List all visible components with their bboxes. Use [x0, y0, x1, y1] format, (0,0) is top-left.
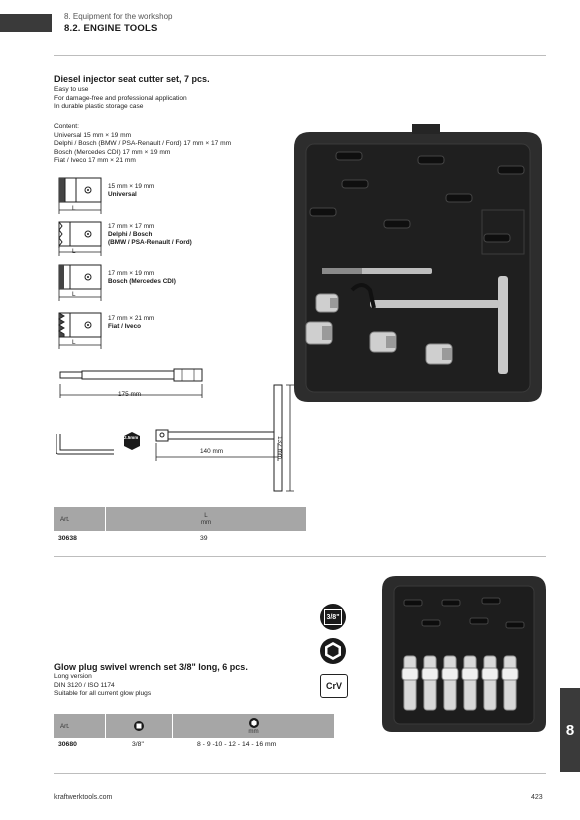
product-divider [54, 556, 546, 557]
cutter-size: 17 mm × 17 mm [108, 223, 155, 230]
feature-line: Easy to use [54, 86, 89, 93]
product2-sizes-value: 8 - 9 -10 - 12 - 14 - 16 mm [197, 741, 277, 748]
product1-features [54, 86, 187, 112]
dim-letter: L [72, 291, 76, 298]
cutter-name: Delphi / Bosch [108, 231, 153, 238]
dim-letter: L [72, 205, 76, 212]
col-art-header: Art. [60, 722, 70, 730]
feature-line: In durable plastic storage case [54, 103, 144, 111]
glow-plug-set-case-image [378, 572, 550, 734]
content-item: Fiat / Iveco 17 mm × 21 mm [54, 157, 136, 165]
section-subtitle: 8. Equipment for the workshop [64, 12, 173, 21]
hex-socket-icon [249, 718, 259, 728]
product1-content [54, 123, 231, 166]
dim-letter: L [72, 339, 76, 346]
col-length-label: L [204, 512, 208, 519]
col-art-header: Art. [60, 515, 70, 523]
col-size-header [173, 714, 334, 738]
cutter-drawing-delphi [56, 220, 106, 260]
cutter-name-detail: (BMW / PSA-Renault / Ford) [108, 239, 192, 246]
feature-line: For damage-free and professional application [54, 94, 187, 102]
product2-art-number: 30680 [58, 741, 77, 748]
header-divider [54, 55, 546, 56]
content-item: Delphi / Bosch (BMW / PSA-Renault / Ford) 17 mm × 17 mm [54, 140, 232, 148]
cutter-caption [108, 223, 192, 247]
content-label: Content: [54, 123, 79, 130]
col-length-unit: mm [200, 519, 212, 526]
product2-title: Glow plug swivel wrench set 3/8" long, 6 pcs. [54, 662, 248, 672]
content-item: Bosch (Mercedes CDI) 17 mm × 19 mm [54, 148, 171, 156]
cutter-name: Fiat / Iveco [108, 323, 142, 330]
footer-divider [54, 773, 546, 774]
chapter-tab[interactable]: 8 [560, 688, 580, 772]
footer-website[interactable]: kraftwerktools.com [54, 794, 113, 801]
product1-art-number: 30638 [58, 535, 77, 542]
hex-profile-icon [319, 637, 347, 665]
feature-line: Long version [54, 673, 92, 680]
cutter-drawing-fiat [56, 311, 106, 353]
handle-width: 140 mm [200, 448, 224, 455]
product1-length-value: 39 [200, 535, 208, 542]
hex-key-size: 2.5mm [124, 435, 139, 440]
section-title: 8.2. ENGINE TOOLS [64, 23, 158, 34]
cutter-caption [108, 270, 176, 286]
cutter-set-case-image [288, 122, 548, 408]
cutter-size: 15 mm × 19 mm [108, 183, 155, 190]
extension-length: 175 mm [118, 391, 142, 398]
product2-drive-value: 3/8" [132, 741, 144, 748]
cutter-size: 17 mm × 19 mm [108, 270, 155, 277]
cutter-drawing-bosch [56, 263, 106, 305]
hex-key-drawing [56, 430, 146, 456]
drive-size-label: 3/8" [324, 609, 342, 625]
product2-table-header [54, 714, 334, 738]
feature-line: Suitable for all current glow plugs [54, 690, 152, 698]
col-size-unit: mm [248, 727, 259, 735]
cutter-drawing-universal [56, 176, 106, 218]
product1-title: Diesel injector seat cutter set, 7 pcs. [54, 74, 210, 84]
col-drive-header [106, 714, 172, 738]
col-length-header [106, 507, 306, 531]
cutter-caption [108, 183, 154, 199]
feature-line: DIN 3120 / ISO 1174 [54, 681, 115, 689]
section-marker [0, 14, 52, 32]
cutter-name: Universal [108, 191, 137, 198]
dim-letter: L [72, 248, 76, 255]
handle-height: 132 mm [276, 436, 283, 460]
crv-material-badge: CrV [320, 674, 348, 698]
cutter-caption [108, 315, 154, 331]
drive-size-badge [320, 604, 346, 630]
product2-features [54, 673, 151, 699]
cutter-name: Bosch (Mercedes CDI) [108, 278, 176, 285]
product1-table-header [54, 507, 306, 531]
cutter-size: 17 mm × 21 mm [108, 315, 155, 322]
page-number: 423 [531, 794, 543, 801]
square-drive-icon [134, 721, 144, 731]
content-item: Universal 15 mm × 19 mm [54, 131, 132, 139]
